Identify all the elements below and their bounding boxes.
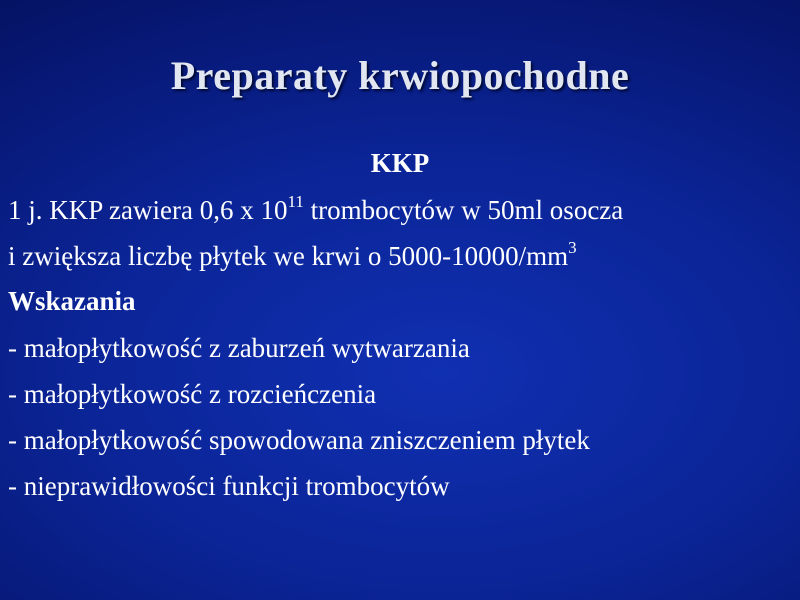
indication-item: - małopłytkowość z rozcieńczenia [8,379,377,409]
content-line-1 [8,192,624,225]
indication-item: - małopłytkowość z zaburzeń wytwarzania [8,333,470,363]
content-line-1-text-end: trombocytów w 50ml osocza [303,195,624,225]
indication-item: - nieprawidłowości funkcji trombocytów [8,471,450,501]
content-line-2 [8,238,577,271]
indications-heading: Wskazania [8,286,136,316]
indication-item: - małopłytkowość spowodowana zniszczeniem płytek [8,425,590,455]
content-line-2-text: i zwiększa liczbę płytek we krwi o 5000-10000/mm [8,241,569,271]
content-line-2-exponent: 3 [568,238,577,257]
slide-subtitle: KKP [370,148,430,178]
content-line-1-text: 1 j. KKP zawiera 0,6 x 10 [8,195,288,225]
content-line-1-exponent: 11 [287,192,304,211]
slide-title: Preparaty krwiopochodne [170,53,630,98]
